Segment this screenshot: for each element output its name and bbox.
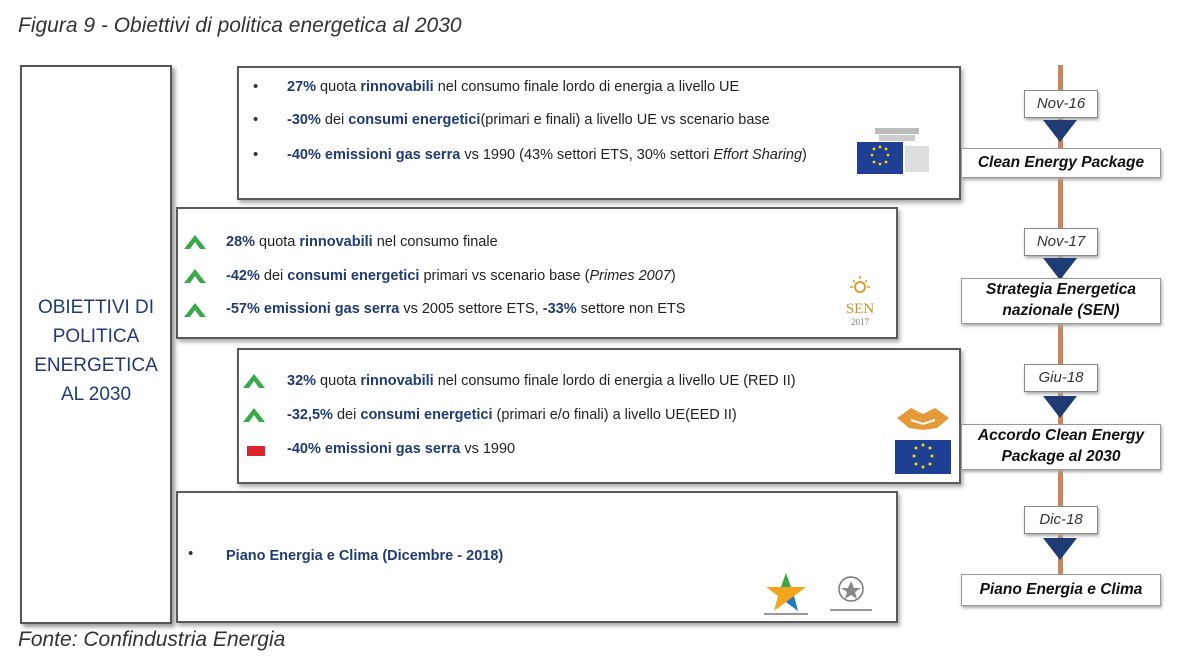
row-piano-energia: Piano Energia e Clima (Dicembre - 2018) xyxy=(226,548,504,564)
panel-eu-2016 xyxy=(237,66,961,200)
row-emissions: -40% emissioni gas serra vs 1990 (43% settori ETS, 30% settori Effort Sharing) xyxy=(287,147,807,163)
row-emissions: -40% emissioni gas serra vs 1990 xyxy=(287,441,516,457)
row-energy-consumption: -42% dei consumi energetici primari vs scenario base (Primes 2007) xyxy=(226,268,676,284)
ministry-emblem-logo xyxy=(826,573,876,617)
panel-sen-2017 xyxy=(176,207,898,339)
sun-icon xyxy=(845,275,875,297)
row-energy-consumption: -32,5% dei consumi energetici (primari e/o finali) a livello UE(EED II) xyxy=(287,407,737,423)
timeline-event: Clean Energy Package xyxy=(961,148,1161,178)
up-chevron-icon xyxy=(243,370,265,390)
row-renewables: 28% quota rinnovabili nel consumo finale xyxy=(226,234,498,250)
sen-logo: SEN 2017 xyxy=(838,275,882,331)
ministry-star-logo xyxy=(758,571,814,617)
up-chevron-icon xyxy=(184,265,206,285)
arrow-down-icon xyxy=(1043,538,1077,560)
row-emissions: -57% emissioni gas serra vs 2005 settore ETS, -33% settore non ETS xyxy=(226,301,686,317)
row-renewables: 27% quota rinnovabili nel consumo finale lordo di energia a livello UE xyxy=(287,79,740,95)
date-label: Nov-17 xyxy=(1024,228,1098,256)
date-label: Nov-16 xyxy=(1024,90,1098,118)
bullet: • xyxy=(253,146,259,163)
timeline-event: Strategia Energetica nazionale (SEN) xyxy=(961,278,1161,324)
date-label: Giu-18 xyxy=(1024,364,1098,392)
objectives-label: OBIETTIVI DI POLITICA ENERGETICA AL 2030 xyxy=(34,297,158,405)
objectives-label-box xyxy=(20,65,172,624)
handshake-icon xyxy=(897,408,949,430)
up-chevron-icon xyxy=(184,231,206,251)
arrow-down-icon xyxy=(1043,396,1077,418)
panel-pniec-2018 xyxy=(176,491,898,623)
arrow-down-icon xyxy=(1043,120,1077,142)
timeline-event: Piano Energia e Clima xyxy=(961,574,1161,606)
row-renewables: 32% quota rinnovabili nel consumo finale lordo di energia a livello UE (RED II) xyxy=(287,373,796,389)
figure-title: Figura 9 - Obiettivi di politica energetica al 2030 xyxy=(18,14,462,37)
date-label: Dic-18 xyxy=(1024,506,1098,534)
bullet: • xyxy=(253,111,259,128)
up-chevron-icon xyxy=(243,404,265,424)
bullet: • xyxy=(188,545,194,562)
panel-agreement-2018 xyxy=(237,348,961,484)
european-commission-logo xyxy=(857,126,933,184)
unchanged-dash-icon xyxy=(247,446,265,456)
row-energy-consumption: -30% dei consumi energetici(primari e finali) a livello UE vs scenario base xyxy=(287,112,770,128)
figure-source: Fonte: Confindustria Energia xyxy=(18,628,286,651)
arrow-down-icon xyxy=(1043,258,1077,280)
up-chevron-icon xyxy=(184,299,206,319)
agreement-logo xyxy=(891,400,955,476)
timeline-event: Accordo Clean Energy Package al 2030 xyxy=(961,424,1161,470)
bullet: • xyxy=(253,78,259,95)
